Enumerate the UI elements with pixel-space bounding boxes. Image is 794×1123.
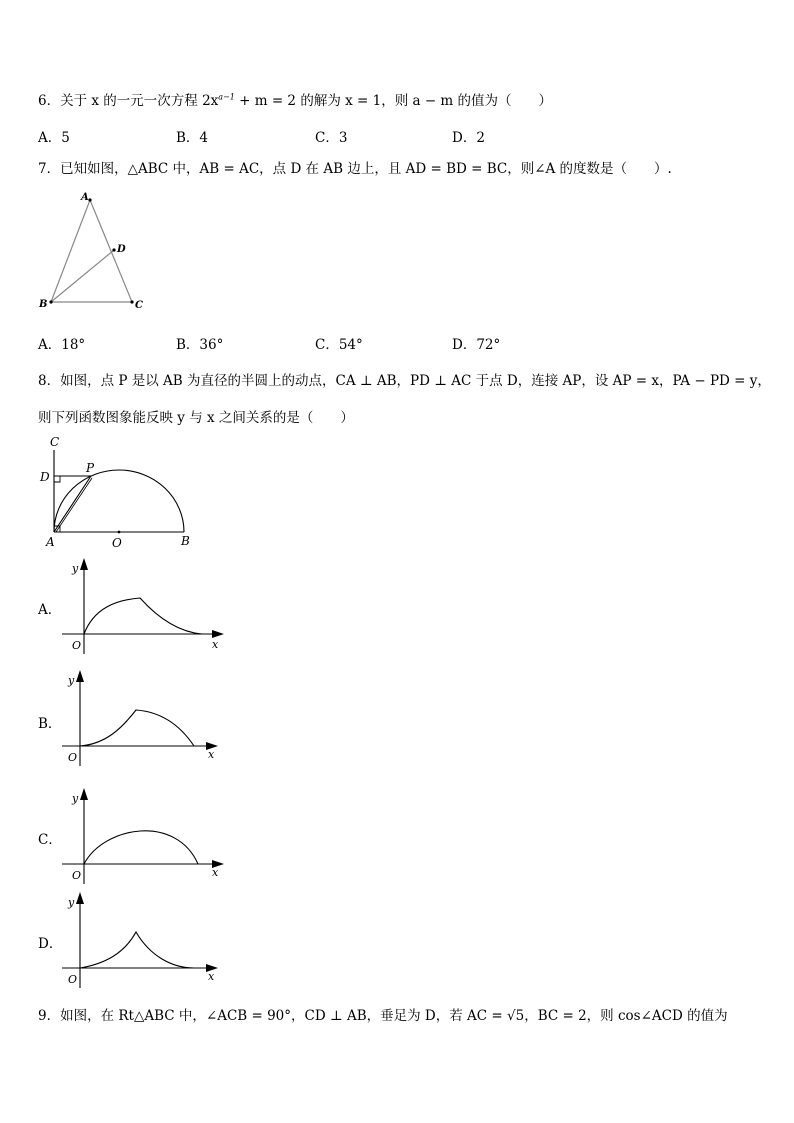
q8-option-b-label[interactable]: B．: [38, 716, 62, 732]
q7-option-c[interactable]: C．54°: [315, 337, 363, 353]
graph-d-y-label: y: [68, 896, 75, 909]
label-d: D: [117, 244, 126, 255]
graph-b-origin-label: O: [68, 751, 78, 764]
fig8-label-c: C: [50, 435, 60, 449]
graph-c-y-label: y: [72, 792, 79, 805]
q7-option-b[interactable]: B．36°: [176, 337, 224, 353]
graph-a-y-label: y: [72, 562, 79, 575]
graph-c-origin-label: O: [72, 869, 82, 882]
graph-d-x-label: x: [208, 970, 215, 983]
triangle-figure: [30, 188, 160, 318]
q6-option-a[interactable]: A．5: [38, 130, 70, 146]
graph-d-origin-label: O: [68, 973, 78, 986]
q8-option-c-label[interactable]: C．: [38, 832, 62, 848]
question-6: [38, 89, 552, 109]
graph-option-b[interactable]: [60, 668, 230, 768]
graph-b-x-label: x: [208, 748, 215, 761]
label-a: A: [81, 192, 89, 203]
question-6-exponent: a−1: [218, 92, 235, 102]
fig8-label-o: O: [112, 536, 122, 550]
fig8-label-a: A: [46, 535, 55, 549]
question-8-line-2: 则下列函数图象能反映 y 与 x 之间关系的是（ ）: [38, 410, 354, 426]
graph-c-x-label: x: [212, 866, 219, 879]
fig8-label-p: P: [86, 461, 95, 475]
graph-a-origin-label: O: [72, 639, 82, 652]
q8-option-d-label[interactable]: D．: [38, 936, 63, 952]
q6-option-c[interactable]: C．3: [315, 130, 348, 146]
graph-option-c[interactable]: [60, 786, 230, 886]
question-6-text-2: + m = 2 的解为 x = 1，则 a − m 的值为（ ）: [234, 93, 553, 109]
fig8-label-d: D: [40, 470, 50, 484]
fig8-label-b: B: [181, 534, 190, 548]
question-7-text: 7．已知如图，△ABC 中，AB = AC，点 D 在 AB 边上，且 AD = BD = BC，则∠A 的度数是（ ）.: [38, 161, 672, 177]
graph-b-y-label: y: [68, 674, 75, 687]
graph-option-a[interactable]: [60, 556, 230, 656]
q8-option-a-label[interactable]: A．: [38, 602, 62, 618]
semicircle-figure: [36, 432, 206, 552]
q7-option-a[interactable]: A．18°: [38, 337, 86, 353]
question-8-line-1: 8．如图，点 P 是以 AB 为直径的半圆上的动点，CA ⊥ AB，PD ⊥ AC 于点 D，连接 AP，设 AP = x，PA − PD = y，: [38, 373, 771, 389]
question-6-text: 6．关于 x 的一元一次方程 2x: [38, 93, 219, 109]
q6-option-b[interactable]: B．4: [176, 130, 209, 146]
graph-a-x-label: x: [212, 638, 219, 651]
question-9-text: 9．如图，在 Rt△ABC 中，∠ACB = 90°，CD ⊥ AB，垂足为 D，若 AC = √5，BC = 2，则 cos∠ACD 的值为: [38, 1008, 728, 1024]
q6-option-d[interactable]: D．2: [452, 130, 485, 146]
graph-option-d[interactable]: [60, 890, 230, 990]
q7-option-d[interactable]: D．72°: [452, 337, 501, 353]
label-c: C: [135, 300, 143, 311]
label-b: B: [39, 299, 48, 310]
